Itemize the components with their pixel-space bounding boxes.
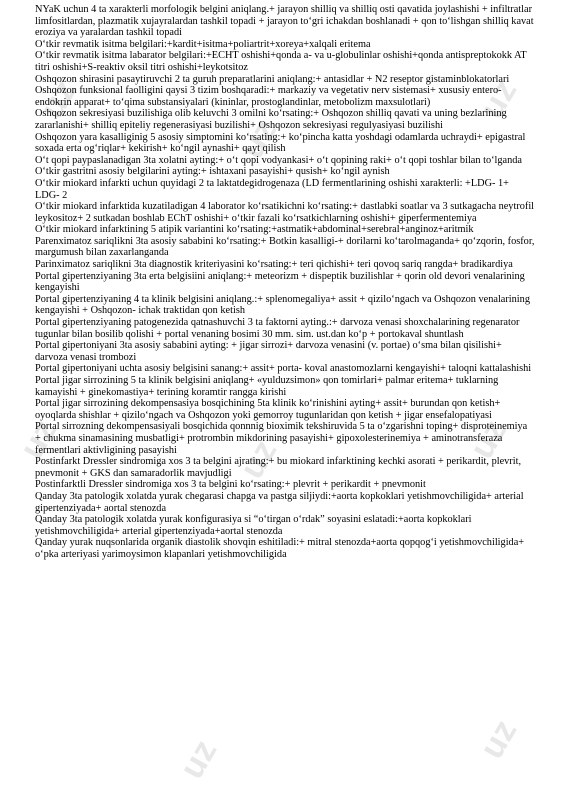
paragraph: O‘tkir revmatik isitma belgilari:+kardit+isitma+poliartrit+xoreya+xalqali eritema [35, 38, 371, 50]
paragraph: Portal gipertoniyani 3ta asosiy sababini ayting: + jigar sirrozi+ darvoza venasini (v. portae) o‘sma bilan qisilishi+ darvoza venasi trombozi [35, 340, 502, 363]
paragraph: Parinximatoz sariqlikni 3ta diagnostik kriteriyasini ko‘rsating:+ teri qichishi+ teri qovoq sariq rangda+ bradikardiya [35, 259, 513, 271]
paragraph: Oshqozon yara kasalliginig 5 asosiy simptomini ko‘rsating:+ ko‘pincha katta yoshdagi odamlarda uchraydi+ epigastral soxada erta og‘riqlar+ kekirish+ ko‘ngil aynashi+ qayt qilish [35, 131, 526, 155]
paragraph: Oshqozon shirasini pasaytiruvchi 2 ta guruh preparatlarini aniqlang:+ antasidlar + N2 reseptor gistaminblokatorlari [35, 73, 510, 85]
paragraph: O‘tkir miokard infarkti uchun quyidagi 2 ta laktatdegidrogenaza (LD fermentlarining oshishi xarakterli: +LDG- 1+ LDG- 2 [35, 177, 509, 201]
paragraph: Postinfarkt Dressler sindromiga xos 3 ta belgini ajrating:+ bu miokard infarktining kechki asorati + perikardit, plevrit, pnevmonit + GKS dan samaradorlik mavjudligi [35, 456, 522, 479]
paragraph: Portal gipertoniyani uchta asosiy belgisini sanang:+ assit+ porta- koval anastomozlarni kengayishi+ taloqni kattalashishi [35, 363, 532, 375]
watermark: uz [232, 433, 285, 486]
paragraph: O‘tkir miokard infarktining 5 atipik variantini ko‘rsating:+astmatik+abdominal+serebral+anginoz+aritmik [35, 224, 474, 236]
paragraph: Postinfarktli Dressler sindromiga xos 3 ta belgini ko‘rsating:+ plevrit + perikardit + pnevmonit [35, 479, 426, 491]
watermark: uz [232, 113, 285, 166]
watermark: uz [172, 733, 225, 786]
paragraph: O‘t qopi paypaslanadigan 3ta xolatni ayting:+ o‘t qopi vodyankasi+ o‘t qopining raki+ o‘t qopi toshlar bilan to‘lganda [35, 154, 522, 166]
watermark: uz [462, 413, 515, 466]
paragraph: Portal gipertenziyaning 3ta erta belgisiini aniqlang:+ meteorizm + dispeptik buzilishlar + qorin old devori venalarining kengayishi [35, 270, 525, 294]
paragraph: NYaK uchun 4 ta xarakterli morfologik belgini aniqlang.+ jarayon shilliq va shilliq osti qavatida joylashishi + infiltratlar limfositlardan, plazmatik xujayralardan tashkil topadi + jarayon to‘gri ichakdan boshlanadi + qon to‘lishgan shilliq kavat eroziya va yaralardan tashkil topadi [35, 4, 534, 39]
paragraph: Portal gipertenziyaning patogenezida qatnashuvchi 3 ta faktorni ayting.:+ darvoza venasi shoxchalarining regenarator tugunlar bilan bosilib qolishi + portal venaning bosimi 30 mm. sim. ust.dan ko‘p + portokaval shuntlash [35, 317, 520, 340]
watermark: uz [472, 73, 525, 126]
watermark: uz [472, 713, 525, 766]
paragraph: Parenximatoz sariqlikni 3ta asosiy sababini ko‘rsating:+ Botkin kasalligi-+ dorilarni ko‘tarolmaganda+ qo‘zqorin, fosfor, margumush bilan zaxarlanganda [35, 235, 535, 259]
paragraph: Qanday yurak nuqsonlarida organik diastolik shovqin eshitiladi:+ mitral stenozda+aorta qopqog‘i yetishmovchiligida+ o‘pka arteriyasi yarimoysimon klapanlari yetishmovchiligida [35, 537, 525, 560]
paragraph: Qanday 3ta patologik xolatda yurak konfigurasiya si “o‘tirgan o‘rdak” soyasini eslatadi:+aorta kopkoklari yetishmovchiligida+ arterial gipertenziyada+aortal stenozda [35, 514, 472, 537]
paragraph: Portal gipertenziyaning 4 ta klinik belgisini aniqlang.:+ splenomegaliya+ assit + qizilo‘ngach va Oshqozon venalarining kengayishi + Oshqozon- ichak traktidan qon ketish [35, 293, 530, 317]
paragraph: Oshqozon sekresiyasi buzilishiga olib keluvchi 3 omilni ko‘rsating:+ Oshqozon shilliq qavati va uning bezlarining zararlanishi+ shilliq epiteliy regenerasiyasi buzilishi+ Oshqozon sekresiyasi regulyasiyasi buzilishi [35, 108, 507, 131]
paragraph: Portal sirrozning dekompensasiyali bosqichida qonnnig bioximik tekshiruvida 5 ta o‘zgarishni toping+ disproteinemiya + chukma sinamasining musbatligi+ protrombin mikdorining pasayishi+ gipoxolesterinemiya + aminotransferaza fermentlari aktivligining pasayishi [35, 421, 528, 456]
paragraph: Qanday 3ta patologik xolatda yurak chegarasi chapga va pastga siljiydi:+aorta kopkoklari yetishmovchiligida+ arterial gipertenziyada+ aortal stenozda [35, 490, 524, 514]
watermark: uz [32, 73, 85, 126]
paragraph: Oshqozon funksional faolligini qaysi 3 tizim boshqaradi:+ markaziy va vegetativ nerv sistemasi+ xususiy entero-endokrin apparat+ to‘qima substansiyalari (kininlar, prostoglandinlar, metobolizm maxsulotlari) [35, 85, 502, 108]
watermark: uz [12, 413, 65, 466]
paragraph: O‘tkir gastritni asosiy belgilarini ayting:+ ishtaxani pasayishi+ qusish+ ko‘ngil aynish [35, 166, 390, 178]
document-text [32, 4, 535, 561]
paragraph: Portal jigar sirrozining dekompensasiya bosqichining 5ta klinik ko‘rinishini ayting+ assit+ burundan qon ketish+ oyoqlarda shishlar + qizilo‘ngach va Oshqozon yoki gemorroy tugunlaridan qon ketish + jigar ensefalopatiyasi [35, 398, 501, 421]
paragraph: O‘tkir miokard infarktida kuzatiladigan 4 laborator ko‘rsatikichni ko‘rsating:+ dastlabki soatlar va 3 sutkagacha neytrofil leykositoz+ 2 sutkadan boshlab EChT oshishi+ o‘tkir fazali ko‘rsatkichlarning oshishi+ giperfermentemiya [35, 201, 535, 224]
paragraph: O‘tkir revmatik isitma labarator belgilari:+ECHT oshishi+qonda a- va u-globulinlar oshishi+qonda antispreptokokk AT titri oshishi+S-reaktiv oksil titri oshishi+leykotsitoz [35, 50, 527, 73]
paragraph: Portal jigar sirrozining 5 ta klinik belgisini aniqlang+ «yulduzsimon» qon tomirlari+ palmar eritema+ tuklarning kamayishi + ginekomastiya+ terining koramtir rangga kirishi [35, 375, 499, 398]
